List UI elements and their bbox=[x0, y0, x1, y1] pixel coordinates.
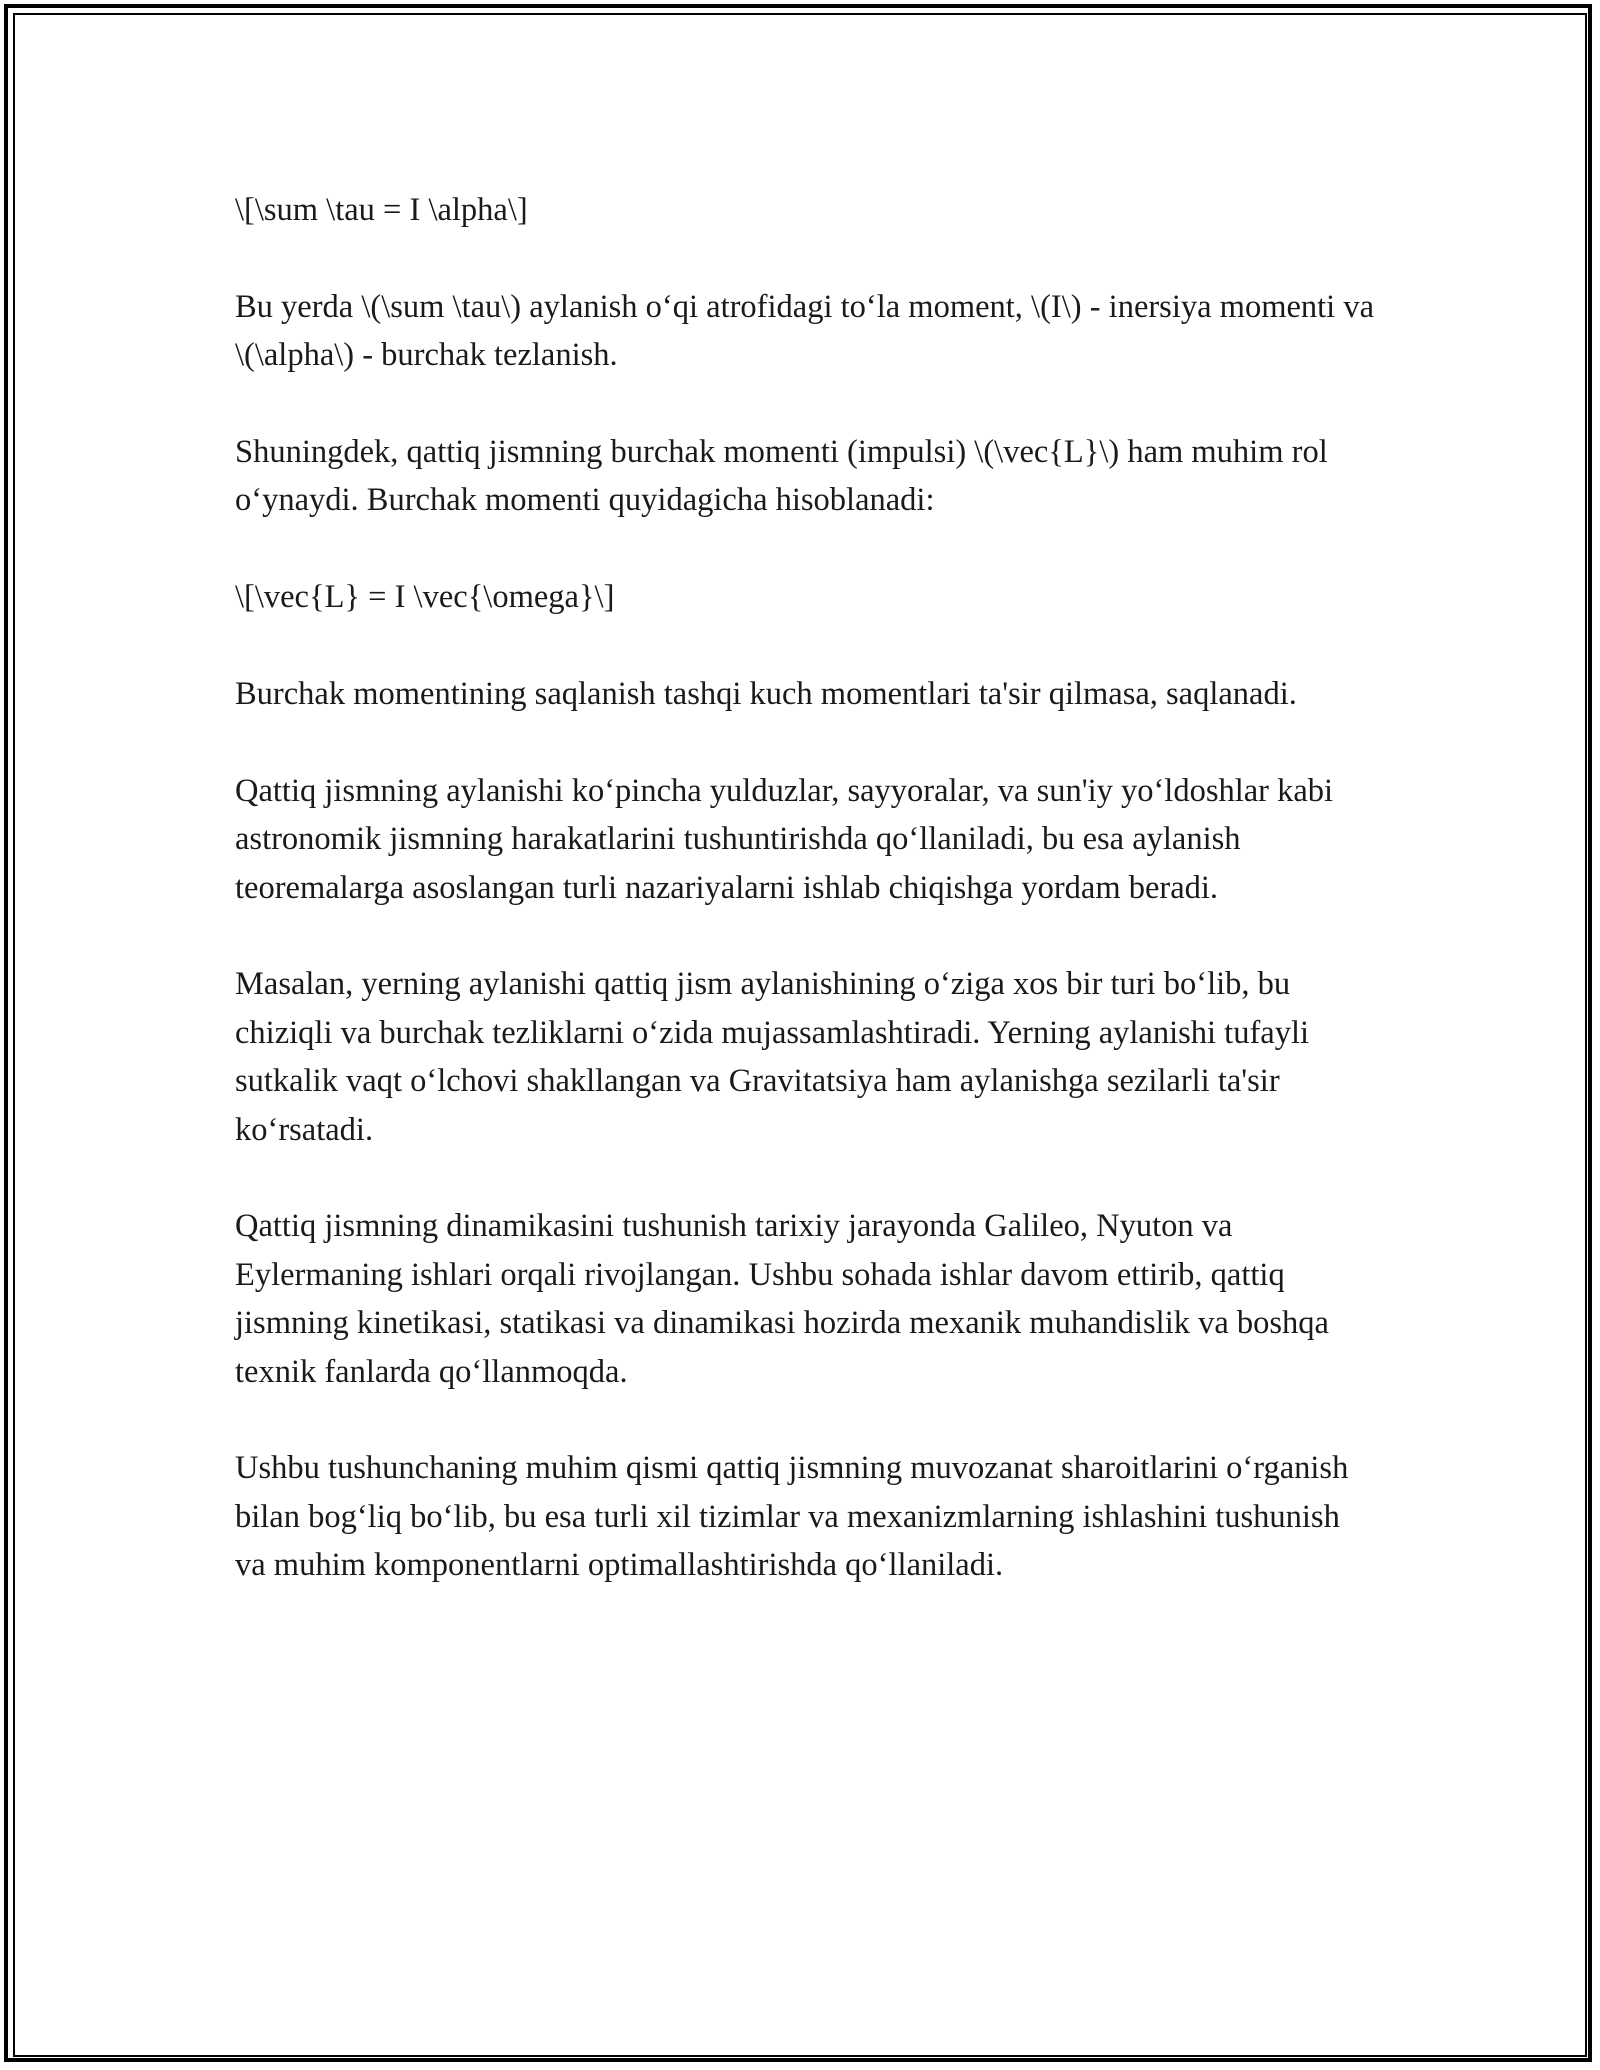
paragraph-conservation: Burchak momentining saqlanish tashqi kuch momentlari ta'sir qilmasa, saqlanadi. bbox=[235, 676, 1297, 712]
paragraph-torque-definition: Bu yerda \(\sum \tau\) aylanish o‘qi atrofidagi to‘la moment, \(I\) - inersiya momenti va \(\alpha\) - burchak tezlanish. bbox=[235, 288, 1375, 374]
document-body bbox=[235, 186, 1375, 1590]
formula-angular-momentum: \[\vec{L} = I \vec{\omega}\] bbox=[235, 579, 615, 616]
paragraph-earth-rotation: Masalan, yerning aylanishi qattiq jism aylanishining o‘ziga xos bir turi bo‘lib, bu chiziqli va burchak tezliklarni o‘zida mujassamlashtiradi. Yerning aylanishi tufayli sutkalik vaqt o‘lchovi shakllangan va Gravitatsiya ham aylanishga sezilarli ta'sir ko‘rsatadi. bbox=[235, 966, 1310, 1148]
paragraph-history: Qattiq jismning dinamikasini tushunish tarixiy jarayonda Galileo, Nyuton va Eylermaning ishlari orqali rivojlangan. Ushbu sohada ishlar davom ettirib, qattiq jismning kinetikasi, statikasi va dinamikasi hozirda mexanik muhandislik va boshqa texnik fanlarda qo‘llanmoqda. bbox=[235, 1208, 1329, 1390]
formula-torque: \[\sum \tau = I \alpha\] bbox=[235, 192, 528, 228]
paragraph-astronomy: Qattiq jismning aylanishi ko‘pincha yulduzlar, sayyoralar, va sun'iy yo‘ldoshlar kabi astronomik jismning harakatlarini tushuntirishda qo‘llaniladi, bu esa aylanish teoremalarga asoslangan turli nazariyalarni ishlab chiqishga yordam beradi. bbox=[235, 772, 1334, 906]
paragraph-angular-momentum-intro: Shuningdek, qattiq jismning burchak momenti (impulsi) \(\vec{L}\) ham muhim rol o‘ynaydi. Burchak momenti quyidagicha hisoblanadi: bbox=[235, 434, 1328, 519]
paragraph-equilibrium: Ushbu tushunchaning muhim qismi qattiq jismning muvozanat sharoitlarini o‘rganish bilan bog‘liq bo‘lib, bu esa turli xil tizimlar va mexanizmlarning ishlashini tushunish va muhim komponentlarni optimallashtirishda qo‘llaniladi. bbox=[235, 1450, 1349, 1584]
